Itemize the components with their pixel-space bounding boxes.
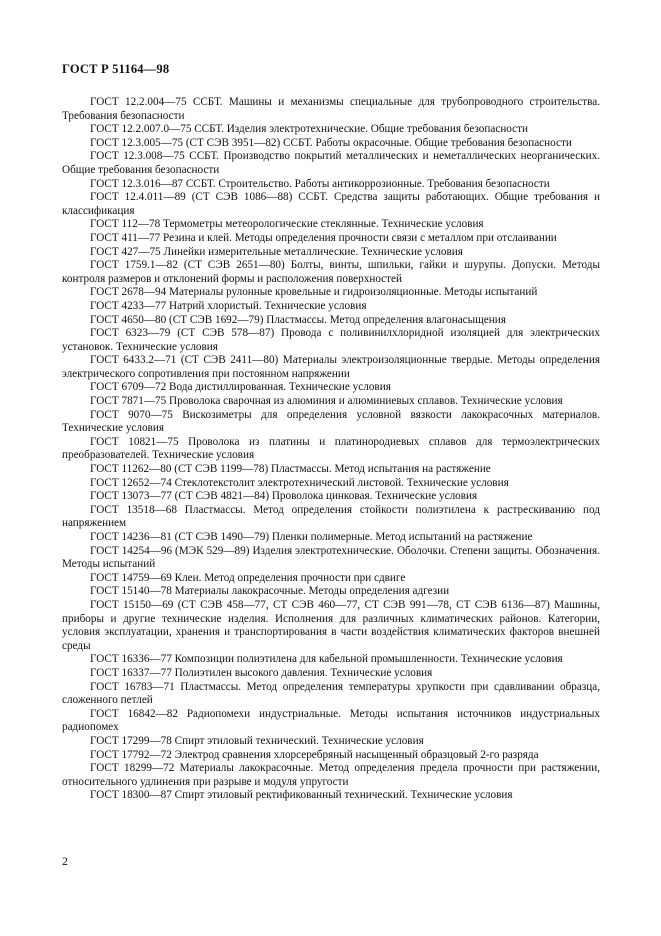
reference-entry: ГОСТ 14236—81 (СТ СЭВ 1490—79) Пленки полимерные. Метод испытаний на растяжение xyxy=(90,531,533,543)
reference-entry: ГОСТ 12.3.005—75 (СТ СЭВ 3951—82) ССБТ. Работы окрасочные. Общие требования безопасности xyxy=(90,136,572,149)
normative-references-list xyxy=(62,96,600,803)
reference-entry: ГОСТ 12.4.011—89 (СТ СЭВ 1086—88) ССБТ. Средства защиты работающих. Общие требования и классификация xyxy=(62,191,600,217)
reference-entry: ГОСТ 16783—71 Пластмассы. Метод определения температуры хрупкости при сдавливании образца, сложенного петлей xyxy=(62,680,600,707)
reference-entry: ГОСТ 9070—75 Вискозиметры для определения условной вязкости лакокрасочных материалов. Технические условия xyxy=(62,408,600,435)
reference-entry: ГОСТ 13073—77 (СТ СЭВ 4821—84) Проволока цинковая. Технические условия xyxy=(90,490,478,503)
reference-entry: ГОСТ 6709—72 Вода дистиллированная. Технические условия xyxy=(90,381,391,394)
reference-entry: ГОСТ 411—77 Резина и клей. Методы определения прочности связи с металлом при отслаивании xyxy=(90,231,557,244)
reference-entry: ГОСТ 16336—77 Композиции полиэтилена для кабельной промышленности. Технические условия xyxy=(90,653,563,666)
reference-entry: ГОСТ 112—78 Термометры метеорологические стеклянные. Технические условия xyxy=(90,218,484,231)
reference-entry: ГОСТ 15150—69 (СТ СЭВ 458—77, СТ СЭВ 460—77, СТ СЭВ 991—78, СТ СЭВ 6136—87) Машины, приборы и другие технические изделия. Исполнения для различных климатических районов. Категории, условия эксплуатации, хранения и транспортирования в части воздействия климатических факторов внешней среды xyxy=(62,598,600,652)
reference-entry: ГОСТ 14254—96 (МЭК 529—89) Изделия электротехнические. Оболочки. Степени защиты. Обозначения. Методы испытаний xyxy=(62,544,600,571)
reference-entry: ГОСТ 18300—87 Спирт этиловый ректификованный технический. Технические условия xyxy=(90,789,513,802)
reference-entry: ГОСТ 4233—77 Натрий хлористый. Технические условия xyxy=(90,299,367,312)
reference-entry: ГОСТ 16842—82 Радиопомехи индустриальные. Методы испытания источников индустриальных радиопомех xyxy=(62,707,600,734)
reference-entry: ГОСТ 17299—78 Спирт этиловый технический. Технические условия xyxy=(90,734,424,747)
reference-entry: ГОСТ 14759—69 Клеи. Метод определения прочности при сдвиге xyxy=(90,571,406,584)
reference-entry: ГОСТ 12.3.016—87 ССБТ. Строительство. Работы антикоррозионные. Требования безопасности xyxy=(90,177,550,190)
reference-entry: ГОСТ 12.2.004—75 ССБТ. Машины и механизмы специальные для трубопроводного строительства. Требования безопасности xyxy=(62,96,600,122)
document-code-header: ГОСТ Р 51164—98 xyxy=(62,62,170,76)
page-number: 2 xyxy=(62,854,68,868)
reference-entry: ГОСТ 4650—80 (СТ СЭВ 1692—79) Пластмассы. Метод определения влагонасыщения xyxy=(90,313,506,326)
reference-entry: ГОСТ 15140—78 Материалы лакокрасочные. Методы определения адгезии xyxy=(90,585,450,598)
reference-entry: ГОСТ 7871—75 Проволока сварочная из алюминия и алюминиевых сплавов. Технические условия xyxy=(90,395,563,408)
reference-entry: ГОСТ 12652—74 Стеклотекстолит электротехнический листовой. Технические условия xyxy=(90,476,509,489)
reference-entry: ГОСТ 10821—75 Проволока из платины и платинородиевых сплавов для термоэлектрических преобразователей. Технические условия xyxy=(62,435,600,462)
reference-entry: ГОСТ 12.2.007.0—75 ССБТ. Изделия электротехнические. Общие требования безопасности xyxy=(90,123,529,136)
reference-entry: ГОСТ 427—75 Линейки измерительные металлические. Технические условия xyxy=(90,245,463,258)
reference-entry: ГОСТ 6433.2—71 (СТ СЭВ 2411—80) Материалы электроизоляционные твердые. Методы определения электрического сопротивления при постоянном напряжении xyxy=(62,354,600,380)
reference-entry: ГОСТ 12.3.008—75 ССБТ. Производство покрытий металлических и неметаллических неорганических. Общие требования безопасности xyxy=(62,150,600,176)
reference-entry: ГОСТ 1759.1—82 (СТ СЭВ 2651—80) Болты, винты, шпильки, гайки и шурупы. Допуски. Методы контроля размеров и отклонений формы и расположения поверхностей xyxy=(62,259,600,285)
reference-entry: ГОСТ 17792—72 Электрод сравнения хлорсеребряный насыщенный образцовый 2-го разряда xyxy=(90,748,539,761)
reference-entry: ГОСТ 18299—72 Материалы лакокрасочные. Метод определения предела прочности при растяжении, относительного удлинения при разрыве и модуля упругости xyxy=(62,762,600,788)
reference-entry: ГОСТ 6323—79 (СТ СЭВ 578—87) Провода с поливинилхлоридной изоляцией для электрических установок. Технические условия xyxy=(62,327,600,353)
reference-entry: ГОСТ 11262—80 (СТ СЭВ 1199—78) Пластмассы. Метод испытания на растяжение xyxy=(90,463,491,476)
reference-entry: ГОСТ 13518—68 Пластмассы. Метод определения стойкости полиэтилена к растрескиванию под напряжением xyxy=(62,503,600,530)
reference-entry: ГОСТ 16337—77 Полиэтилен высокого давления. Технические условия xyxy=(90,666,433,679)
reference-entry: ГОСТ 2678—94 Материалы рулонные кровельные и гидроизоляционные. Методы испытаний xyxy=(90,286,538,299)
